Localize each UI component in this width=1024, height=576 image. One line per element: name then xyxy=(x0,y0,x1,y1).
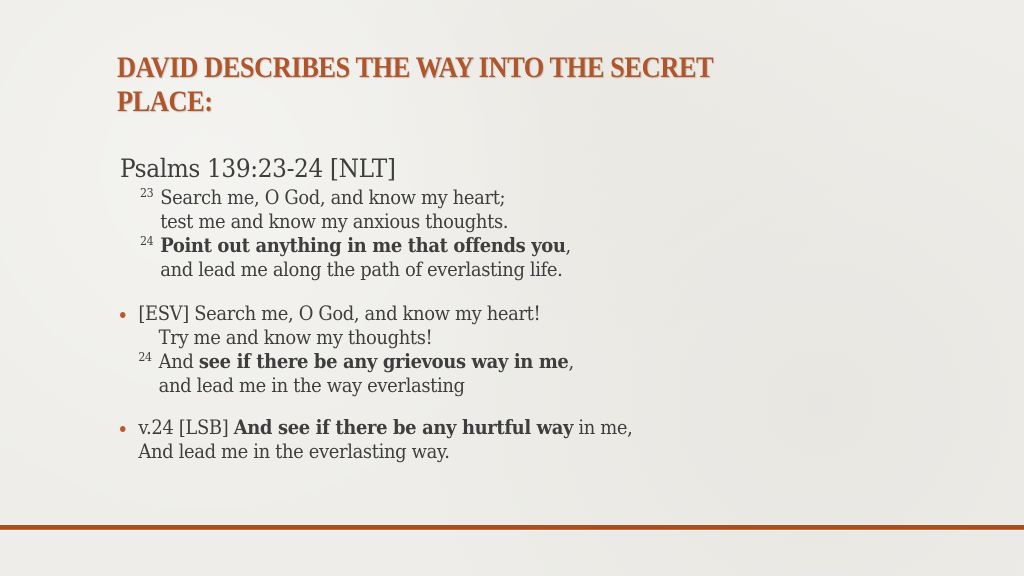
slide-title-line-2: PLACE: xyxy=(117,85,213,118)
verse-text: Search me, O God, and know my heart; xyxy=(160,186,506,209)
esv-bullet xyxy=(120,302,856,398)
nlt-verse-24-line-1: 24 Point out anything in me that offends you, xyxy=(140,234,571,257)
nlt-verse-23-line-1: 23 Search me, O God, and know my heart; xyxy=(140,186,506,209)
esv-line-1: [ESV] Search me, O God, and know my heart! xyxy=(138,302,541,325)
slide-title xyxy=(117,51,786,119)
lsb-line-1 xyxy=(138,416,856,440)
nlt-verse-24-line-2: and lead me along the path of everlasting life. xyxy=(160,258,563,281)
verse-text: in me, xyxy=(573,416,633,439)
verse-text: , xyxy=(568,350,574,373)
slide-title-line-1: DAVID DESCRIBES THE WAY INTO THE SECRET xyxy=(117,51,714,84)
nlt-verse-23-line-2: test me and know my anxious thoughts. xyxy=(160,210,509,233)
esv-line-4: and lead me in the way everlasting xyxy=(158,374,465,397)
lsb-bullet xyxy=(120,416,856,464)
verse-text: v.24 [LSB] xyxy=(138,416,234,439)
nlt-reference-heading: Psalms 139:23-24 [NLT] xyxy=(120,154,396,183)
bullet-dot-icon xyxy=(120,426,126,432)
footer-divider xyxy=(0,525,1024,530)
bullet-dot-icon xyxy=(120,312,126,318)
esv-line-2: Try me and know my thoughts! xyxy=(158,326,433,349)
slide-body xyxy=(120,152,920,464)
verse-text: And xyxy=(158,350,199,373)
emphasized-text: Point out anything in me that offends you xyxy=(160,234,566,257)
emphasized-text: see if there be any grievous way in me xyxy=(198,350,569,373)
nlt-passage xyxy=(140,186,858,282)
lsb-line-2: And lead me in the everlasting way. xyxy=(138,440,450,463)
esv-verse-24-line: 24 And see if there be any grievous way in me, xyxy=(138,350,574,373)
emphasized-text: And see if there be any hurtful way xyxy=(233,416,574,439)
verse-text: , xyxy=(565,234,571,257)
